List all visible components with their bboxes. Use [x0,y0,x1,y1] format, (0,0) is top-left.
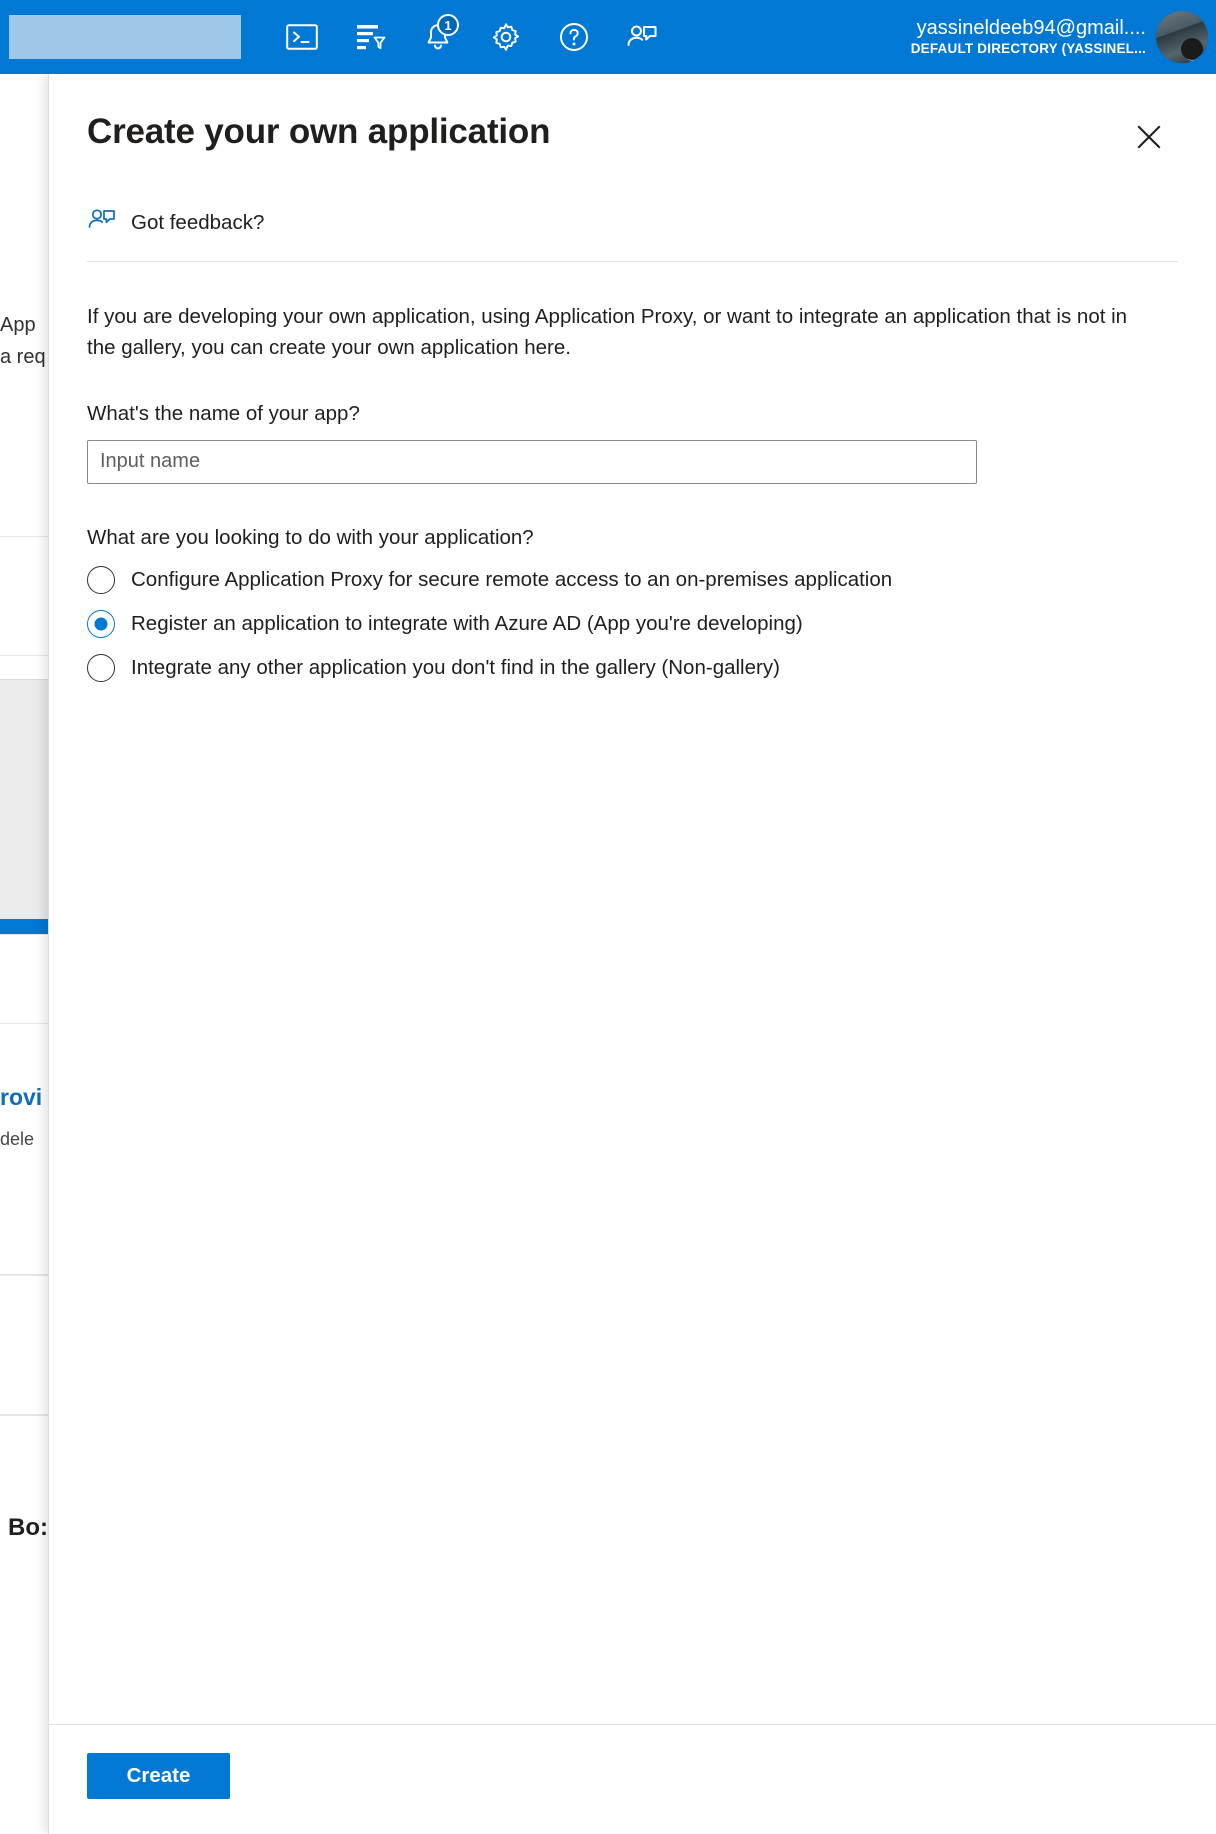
create-button[interactable]: Create [87,1753,230,1799]
radio-option-label: Configure Application Proxy for secure remote access to an on-premises application [131,567,893,591]
intent-radio-group [87,566,1178,682]
app-name-label: What's the name of your app? [87,401,360,425]
radio-option-non-gallery[interactable] [87,654,1178,682]
background-link[interactable]: rovi [0,1084,43,1110]
feedback-label[interactable]: Got feedback? [131,210,265,234]
topbar-icon-group [283,18,661,56]
notification-badge: 1 [437,14,459,36]
feedback-row[interactable] [87,206,1178,262]
page-title: Create your own application [87,112,551,151]
intent-question: What are you looking to do with your application? [87,525,534,549]
account-info[interactable] [911,11,1208,63]
feedback-icon[interactable] [623,18,661,56]
radio-option-app-proxy[interactable] [87,566,1178,594]
global-search-input[interactable] [9,15,241,59]
background-text: a req [0,346,46,368]
background-card [0,536,48,656]
background-card [0,934,48,1024]
app-name-input[interactable] [87,440,977,484]
settings-gear-icon[interactable] [487,18,525,56]
background-heading: Bo: [8,1514,48,1541]
panel-header [49,74,1216,158]
feedback-icon [87,206,117,239]
panel-body [49,262,1216,1724]
radio-option-label: Register an application to integrate with Azure AD (App you're developing) [131,611,803,635]
notifications-icon[interactable] [419,18,457,56]
background-subtext: dele [0,1129,35,1149]
account-email: yassineldeeb94@gmail.... [916,17,1146,40]
radio-icon[interactable] [87,654,115,682]
background-text: App [0,314,36,336]
panel-description: If you are developing your own application, using Application Proxy, or want to integrate an application that is not in the gallery, you can create your own application here. [87,305,1128,359]
background-tile [0,679,48,929]
radio-icon-selected[interactable] [87,610,115,638]
help-icon[interactable] [555,18,593,56]
background-divider [0,1274,48,1276]
radio-option-label: Integrate any other application you don't find in the gallery (Non-gallery) [131,655,780,679]
close-icon[interactable] [1128,116,1170,158]
background-divider [0,1414,48,1416]
directories-filter-icon[interactable] [351,18,389,56]
radio-option-register-app[interactable] [87,610,1178,638]
radio-icon[interactable] [87,566,115,594]
panel-footer [49,1724,1216,1834]
avatar[interactable] [1156,11,1208,63]
account-text [911,16,1146,58]
cloud-shell-icon[interactable] [283,18,321,56]
account-directory: DEFAULT DIRECTORY (YASSINEL... [910,41,1146,57]
create-application-panel [48,74,1216,1834]
azure-top-bar [0,0,1216,74]
